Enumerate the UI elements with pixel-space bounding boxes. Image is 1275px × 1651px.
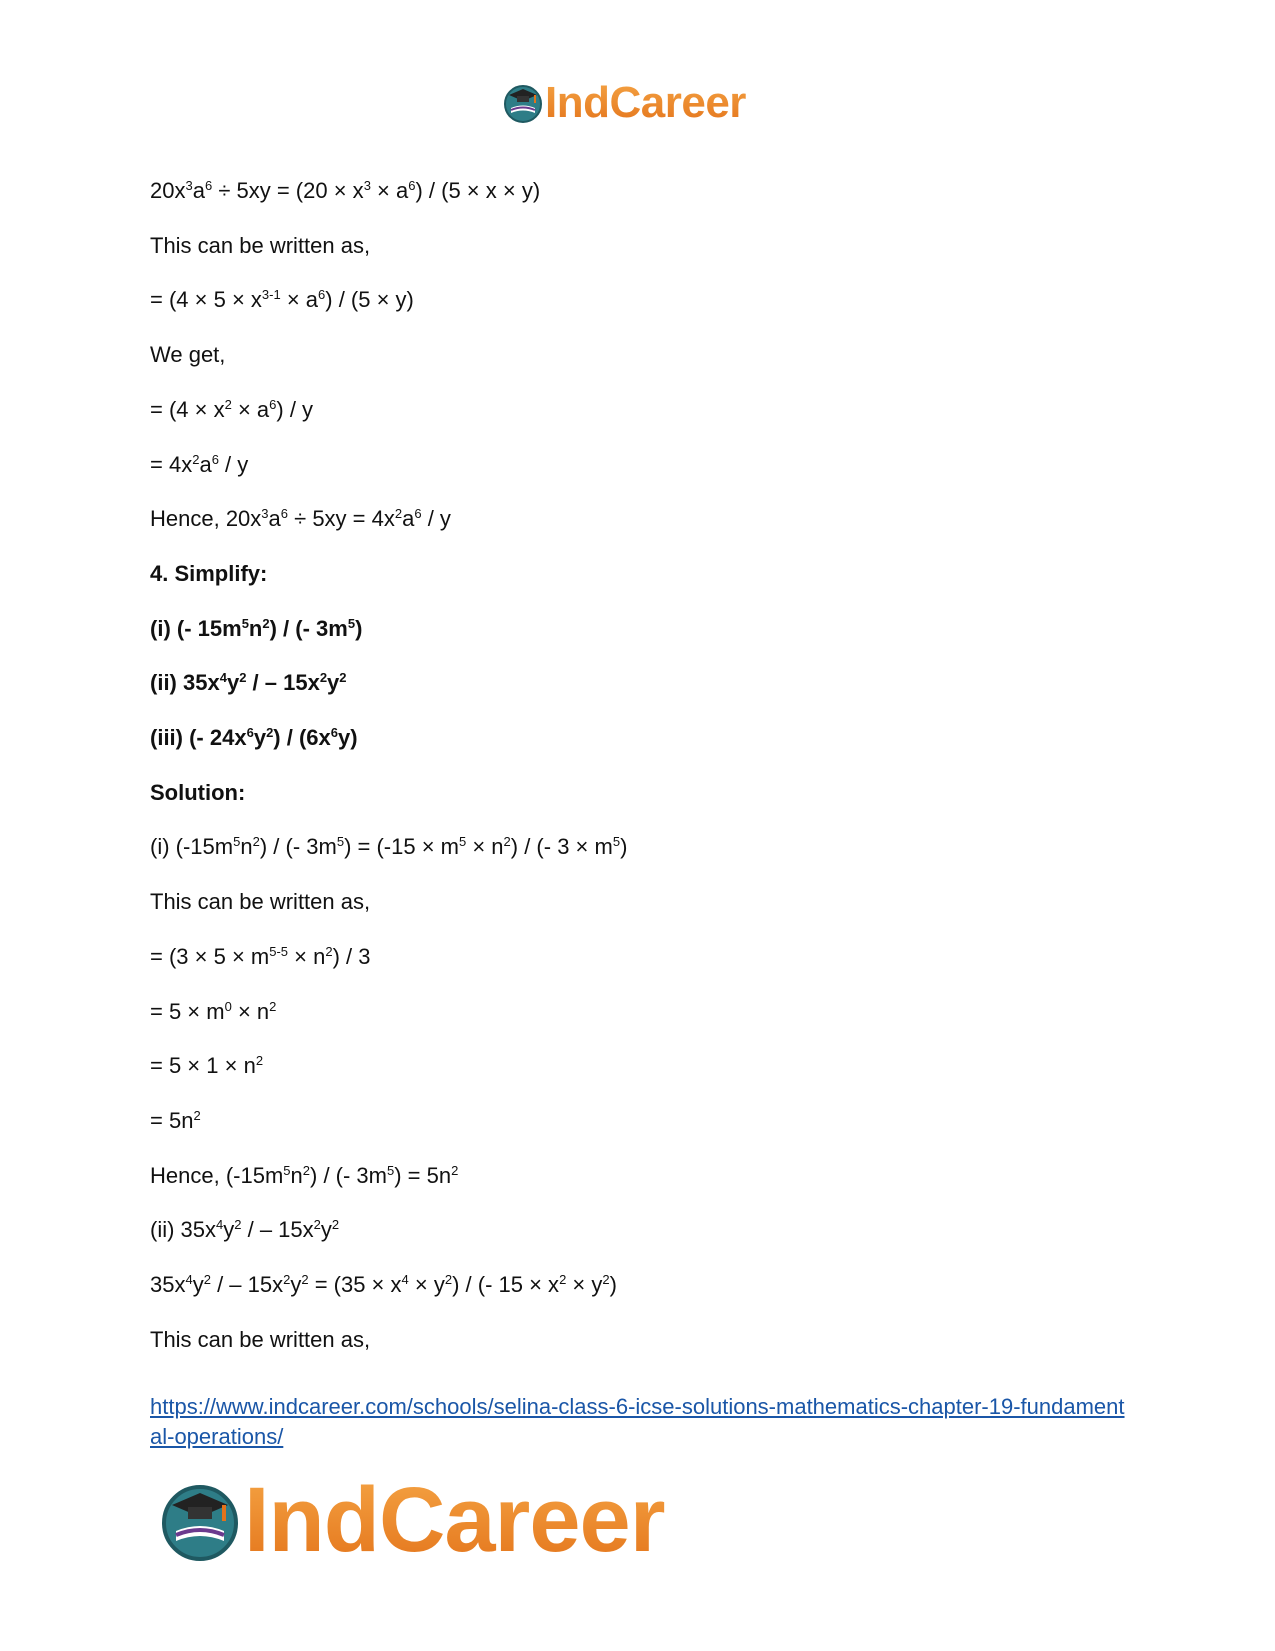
sol-i-hence: Hence, $(-15m^5n^2)$ / (- $3m^5) = 5n^2$	[150, 1163, 459, 1188]
sol-i-step-3: = $5 \times 1 \times n^2$	[150, 1053, 264, 1078]
source-url-link[interactable]: https://www.indcareer.com/schools/selina-class-6-icse-solutions-mathematics-chapter-19-fundamental-operations/	[150, 1394, 1125, 1449]
eq-step-3: = $4x^2a^6$ / y	[150, 452, 249, 477]
graduation-cap-book-icon	[160, 1481, 240, 1561]
graduation-cap-book-icon	[503, 83, 543, 123]
solution-heading: Solution:	[150, 780, 246, 805]
eq-intro: $20x^3a^6 \div 5xy = (20 \times x^3 \times a^6) / (5 \times x \times y)$	[150, 178, 541, 203]
text-written-1: This can be written as,	[150, 233, 371, 258]
logo-text-large: IndCareer	[244, 1469, 665, 1571]
text-we-get: We get,	[150, 342, 226, 367]
text-written-3: This can be written as,	[150, 1327, 371, 1352]
sol-i-start: (i) $(-15m^5n^2)$ / (- $3m^5) = (-15 \times m^5 \times n^2)$ / (- $3 \times m^5$)	[150, 834, 628, 859]
eq-hence-1: Hence, $20x^3a^6 \div 5xy = 4x^2a^6 / y$	[150, 506, 451, 531]
sol-i-step-1: = $(3 \times 5 \times m^{5-5} \times n^2) / 3$	[150, 944, 371, 969]
question-heading: 4. Simplify:	[150, 561, 268, 586]
eq-step-1: = $(4 \times 5 \times x^{3-1} \times a^6) / (5 \times y)$	[150, 287, 414, 312]
logo-text: IndCareer	[545, 78, 746, 127]
eq-step-2: = $(4 \times x^2 \times a^6) / y$	[150, 397, 314, 422]
question-i: (i) (- $15m^5n^2$) / (- $3m^5$)	[150, 616, 363, 641]
question-iii: (iii) (- $24x^6y^2) / (6x^6y)$	[150, 725, 358, 750]
question-ii: (ii) $35x^4y^2$ / – $15x^2y^2$	[150, 670, 347, 695]
header-logo	[503, 78, 746, 128]
sol-i-step-4: = $5n^2$	[150, 1108, 201, 1133]
sol-ii-start: (ii) $35x^4y^2$ / – $15x^2y^2$	[150, 1217, 340, 1242]
sol-i-step-2: = $5 \times m^0 \times n^2$	[150, 999, 277, 1024]
footer-logo	[160, 1468, 665, 1573]
text-written-2: This can be written as,	[150, 889, 371, 914]
sol-ii-step-1: $35x^4y^2$ / – $15x^2y^2 = (35 \times x^4 \times y^2)$ / (- $15 \times x^2 \times y^2$)	[150, 1272, 617, 1297]
